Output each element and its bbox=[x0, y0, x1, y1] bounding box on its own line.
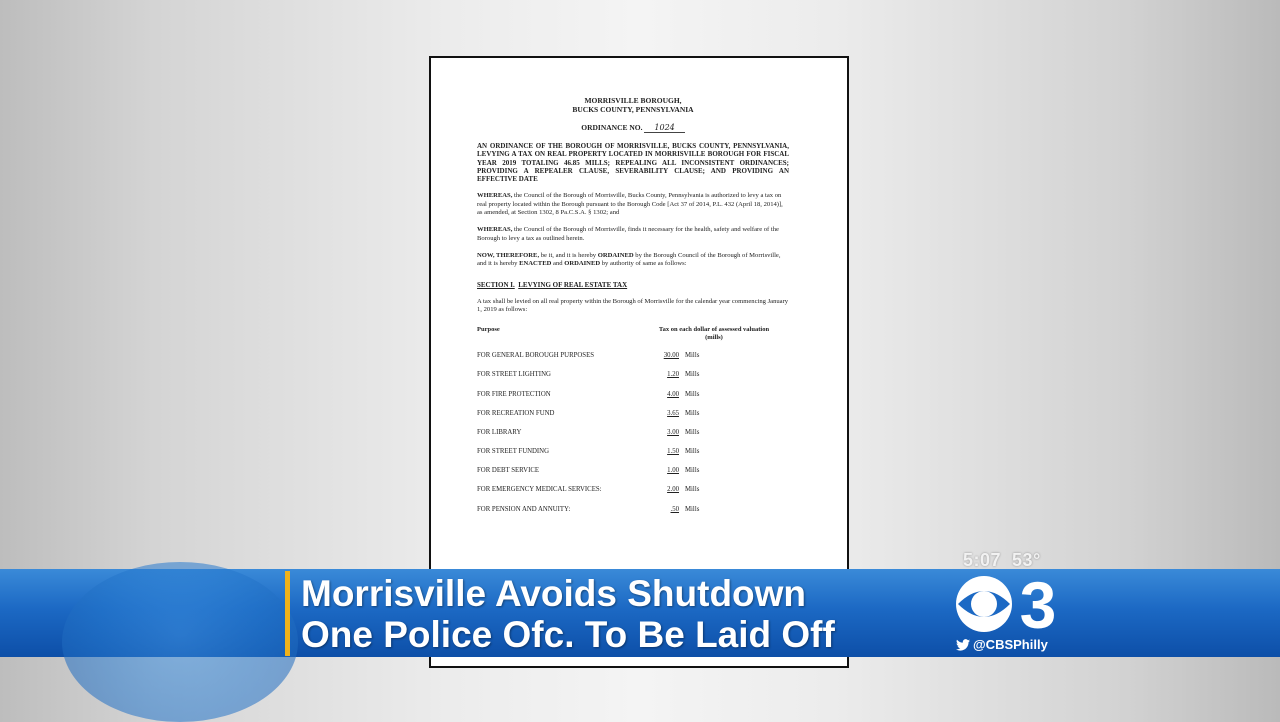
tax-row bbox=[477, 352, 789, 371]
ordinance-label: ORDINANCE NO. bbox=[581, 123, 643, 132]
now-therefore-lead: NOW, THEREFORE, bbox=[477, 251, 540, 259]
section-label: SECTION I. bbox=[477, 280, 515, 289]
levy-paragraph: A tax shall be levied on all real property within the Borough of Morrisville for the calendar year commencing January 1, 2019 as follows: bbox=[477, 297, 789, 313]
headline-line1: Morrisville Avoids Shutdown bbox=[301, 573, 807, 614]
clock-time: 5:07 bbox=[963, 550, 1002, 570]
section-heading bbox=[477, 281, 789, 289]
now-ordained: ORDAINED bbox=[597, 251, 634, 259]
tax-column-header bbox=[639, 326, 789, 342]
tax-value: 3.00 bbox=[667, 428, 679, 436]
tax-value: 2.00 bbox=[667, 486, 679, 494]
tax-row bbox=[477, 410, 789, 429]
tax-value: 30.00 bbox=[663, 352, 679, 360]
temperature: 53° bbox=[1012, 550, 1041, 570]
cbs-eye-icon bbox=[956, 576, 1012, 632]
tax-purpose: FOR LIBRARY bbox=[477, 428, 522, 436]
whereas-text-2: the Council of the Borough of Morrisville, finds it necessary for the health, safety and welfare of the Borough to levy a tax as outlined herein. bbox=[477, 226, 779, 242]
twitter-handle: @CBSPhilly bbox=[973, 637, 1048, 652]
tax-unit: Mills bbox=[685, 352, 700, 360]
tax-unit: Mills bbox=[685, 467, 700, 475]
twitter-handle-row bbox=[956, 637, 1048, 652]
tax-row bbox=[477, 371, 789, 390]
doc-header-line1: MORRISVILLE BOROUGH, bbox=[584, 96, 682, 105]
tax-value: 1.50 bbox=[667, 448, 679, 456]
tax-purpose: FOR DEBT SERVICE bbox=[477, 467, 540, 475]
tax-purpose: FOR PENSION AND ANNUITY: bbox=[477, 505, 571, 513]
tax-purpose: FOR RECREATION FUND bbox=[477, 409, 555, 417]
tax-row bbox=[477, 429, 789, 448]
cbs-eye-watermark-icon bbox=[62, 562, 298, 722]
tax-value: .50 bbox=[670, 505, 679, 513]
tax-value: 1.00 bbox=[667, 467, 679, 475]
tax-value: 4.00 bbox=[667, 390, 679, 398]
tax-purpose: FOR GENERAL BOROUGH PURPOSES bbox=[477, 352, 595, 360]
tax-unit: Mills bbox=[685, 448, 700, 456]
tax-column-header-line2: (mills) bbox=[705, 334, 723, 342]
accent-bar bbox=[285, 571, 290, 656]
whereas-text-1: the Council of the Borough of Morrisville, Bucks County, Pennsylvania is authorized to levy a tax on real property located within the Borough pursuant to the Borough Code [Act 37 of 2014, P.L. 432 (April 18, 2014)], as amended, at Section 1302, 8 Pa.C.S.A. § 1302; and bbox=[477, 192, 783, 217]
tax-column-header-line1: Tax on each dollar of assessed valuation bbox=[658, 326, 770, 334]
tax-table bbox=[477, 352, 789, 525]
cbs3-logo-icon bbox=[950, 572, 1070, 636]
tax-table-header bbox=[477, 326, 789, 342]
now-text-4: by authority of same as follows: bbox=[600, 260, 687, 268]
headline bbox=[301, 573, 835, 655]
ordinance-number: 1024 bbox=[644, 123, 684, 133]
tax-row bbox=[477, 448, 789, 467]
now-text-1: be it, and it is hereby bbox=[539, 251, 598, 259]
ordinance-number-line bbox=[477, 123, 789, 132]
whereas-paragraph-2 bbox=[477, 226, 789, 243]
now-text-2: by the Borough Council of the Borough of Morrisville, and it is hereby bbox=[477, 251, 781, 268]
tax-purpose: FOR STREET LIGHTING bbox=[477, 371, 551, 379]
tax-unit: Mills bbox=[685, 505, 700, 513]
tax-unit: Mills bbox=[685, 390, 700, 398]
ordinance-caption: AN ORDINANCE OF THE BOROUGH OF MORRISVILLE, BUCKS COUNTY, PENNSYLVANIA, LEVYING A TAX ON REAL PROPERTY LOCATED IN MORRISVILLE BOROUGH FOR FISCAL YEAR 2019 TOTALING 46.85 MILLS; REPEALING ALL INCONSISTENT ORDINANCES; PROVIDING A REPEALER CLAUSE, SEVERABILITY CLAUSE; AND PROVIDING AN EFFECTIVE DATE bbox=[477, 142, 789, 184]
logo-number: 3 bbox=[1019, 572, 1057, 636]
tax-row bbox=[477, 467, 789, 486]
tax-row bbox=[477, 391, 789, 410]
now-ordained-2: ORDAINED bbox=[564, 260, 601, 268]
now-therefore-paragraph bbox=[477, 252, 789, 269]
doc-header-line2: BUCKS COUNTY, PENNSYLVANIA bbox=[572, 105, 694, 114]
tax-value: 3.65 bbox=[667, 409, 679, 417]
tax-row bbox=[477, 506, 789, 525]
tax-unit: Mills bbox=[685, 486, 700, 494]
whereas-lead-1: WHEREAS, bbox=[477, 192, 513, 200]
now-enacted: ENACTED bbox=[519, 260, 552, 268]
now-text-3: and bbox=[551, 260, 565, 268]
whereas-lead-2: WHEREAS, bbox=[477, 226, 513, 234]
tax-purpose: FOR EMERGENCY MEDICAL SERVICES: bbox=[477, 486, 602, 494]
whereas-paragraph-1 bbox=[477, 192, 789, 217]
headline-line2: One Police Ofc. To Be Laid Off bbox=[301, 614, 835, 655]
tax-purpose: FOR FIRE PROTECTION bbox=[477, 390, 551, 398]
time-temp-readout bbox=[963, 550, 1041, 571]
tax-value: 1.20 bbox=[667, 371, 679, 379]
twitter-bird-icon bbox=[956, 639, 970, 651]
purpose-column-header: Purpose bbox=[477, 326, 500, 334]
tax-purpose: FOR STREET FUNDING bbox=[477, 448, 550, 456]
tax-row bbox=[477, 486, 789, 505]
tax-unit: Mills bbox=[685, 428, 700, 436]
tax-unit: Mills bbox=[685, 371, 700, 379]
section-title: LEVYING OF REAL ESTATE TAX bbox=[518, 280, 628, 289]
tax-unit: Mills bbox=[685, 409, 700, 417]
